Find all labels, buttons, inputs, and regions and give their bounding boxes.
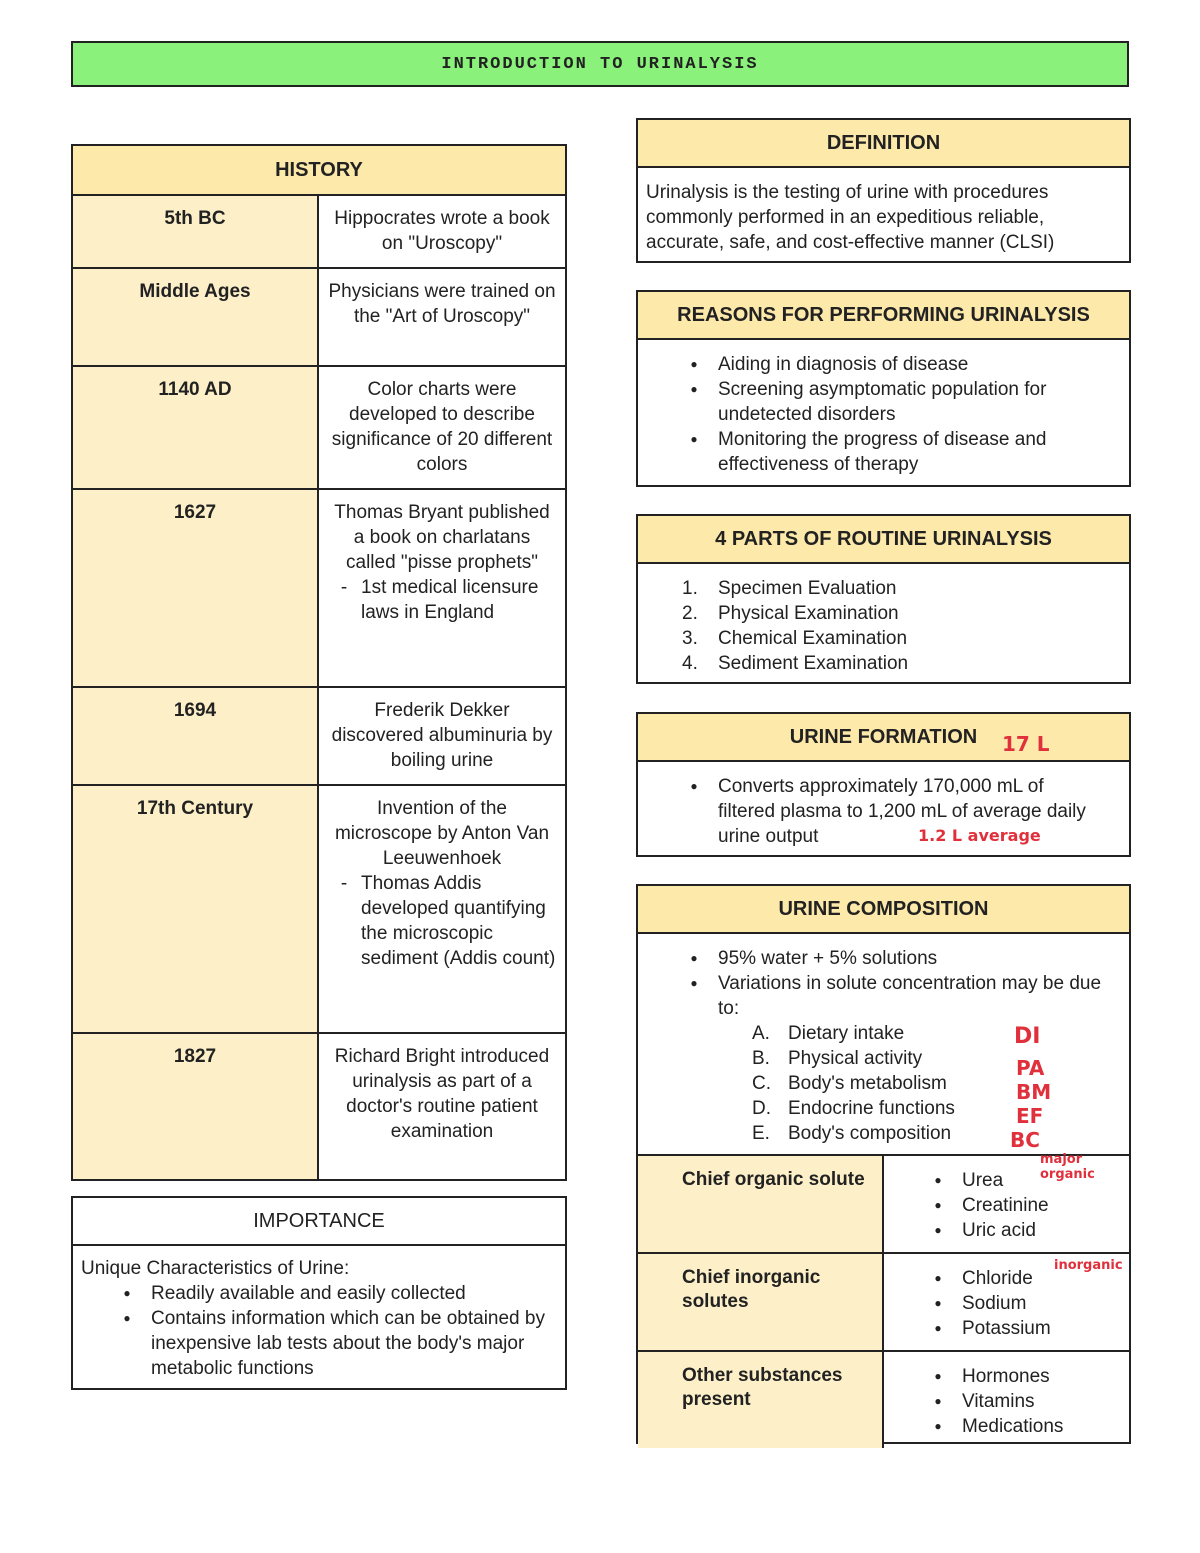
handwritten-note: inorganic: [1054, 1258, 1123, 1273]
composition-heading: URINE COMPOSITION: [638, 886, 1129, 934]
history-desc: Hippocrates wrote a book on "Uroscopy": [334, 208, 550, 254]
list-item: A. Dietary intake: [752, 1023, 905, 1044]
definition-text: Urinalysis is the testing of urine with procedures commonly performed in an expeditious reliable, accurate, safe, and cost-effective manner (CLSI): [646, 182, 1055, 253]
list-item: 3. Chemical Examination: [682, 628, 908, 649]
table-row: [73, 1034, 565, 1179]
list-item: ● 95% water + 5% solutions: [718, 946, 1119, 971]
history-era: 1627: [73, 490, 319, 686]
history-desc: Physicians were trained on the "Art of Uroscopy": [328, 281, 556, 327]
importance-box: [71, 1196, 567, 1390]
list-item: D. Endocrine functions: [752, 1098, 955, 1119]
table-row: [73, 688, 565, 786]
table-row: [73, 196, 565, 269]
list-item: 1. Specimen Evaluation: [682, 578, 897, 599]
list-item: ● Hormones: [962, 1364, 1119, 1389]
history-subpoint-text: 1st medical licensure laws in England: [361, 577, 539, 623]
parts-heading: 4 PARTS OF ROUTINE URINALYSIS: [638, 516, 1129, 564]
table-row: [73, 269, 565, 367]
history-desc-cell: [319, 490, 565, 686]
list-item: ● Medications: [962, 1414, 1119, 1439]
history-era: 1694: [73, 688, 319, 784]
history-desc-cell: [319, 786, 565, 1032]
list-item: ● Contains information which can be obtained by inexpensive lab tests about the body's major metabolic functions: [151, 1306, 557, 1381]
list-item: ● Monitoring the progress of disease and effectiveness of therapy: [718, 427, 1119, 477]
list-item: ● Creatinine: [962, 1193, 1119, 1218]
reasons-box: [636, 290, 1131, 487]
table-row: [73, 490, 565, 688]
history-desc: Color charts were developed to describe significance of 20 different colors: [331, 379, 553, 475]
importance-body: [73, 1246, 565, 1391]
page-title: INTRODUCTION TO URINALYSIS: [71, 41, 1129, 87]
list-item: ● Potassium: [962, 1316, 1119, 1341]
composition-label: Chief inorganic solutes: [638, 1254, 884, 1350]
formation-box: [636, 712, 1131, 857]
list-item: ● Readily available and easily collected: [151, 1281, 557, 1306]
handwritten-note: BC: [1010, 1128, 1040, 1152]
importance-intro: Unique Characteristics of Urine:: [81, 1258, 350, 1279]
history-heading: HISTORY: [73, 146, 565, 196]
history-desc: Richard Bright introduced urinalysis as part of a doctor's routine patient examination: [334, 1046, 550, 1142]
history-era: 1827: [73, 1034, 319, 1179]
list-item: E. Body's composition: [752, 1123, 952, 1144]
definition-heading: DEFINITION: [638, 120, 1129, 168]
list-item: ● Variations in solute concentration may be due to:: [718, 971, 1119, 1021]
reasons-heading: REASONS FOR PERFORMING URINALYSIS: [638, 292, 1129, 340]
list-item: ● Converts approximately 170,000 mL of filtered plasma to 1,200 mL of average daily urine output: [718, 774, 1089, 849]
list-item: 2. Physical Examination: [682, 603, 899, 624]
importance-heading: IMPORTANCE: [73, 1198, 565, 1246]
reasons-body: [638, 340, 1129, 487]
handwritten-note: DI: [1014, 1024, 1041, 1049]
composition-label: Other substances present: [638, 1352, 884, 1448]
handwritten-note: 17 L: [1002, 732, 1050, 756]
history-subpoint-text: Thomas Addis developed quantifying the microscopic sediment (Addis count): [361, 873, 556, 969]
history-era: 1140 AD: [73, 367, 319, 488]
handwritten-note: major organic: [1040, 1152, 1095, 1182]
list-item: 4. Sediment Examination: [682, 653, 909, 674]
list-item: ● Screening asymptomatic population for undetected disorders: [718, 377, 1119, 427]
formation-heading: URINE FORMATION: [638, 714, 1129, 762]
composition-values: [884, 1352, 1129, 1448]
list-item: B. Physical activity: [752, 1048, 923, 1069]
history-subpoint: - Thomas Addis developed quantifying the microscopic sediment (Addis count): [340, 873, 556, 969]
table-row: [73, 367, 565, 490]
composition-body: [638, 934, 1129, 1154]
handwritten-note: BM: [1016, 1080, 1052, 1104]
handwritten-note: PA: [1016, 1056, 1045, 1080]
formation-body: [638, 762, 1129, 859]
parts-body: [638, 564, 1129, 686]
parts-box: [636, 514, 1131, 684]
list-item: ● Sodium: [962, 1291, 1119, 1316]
history-desc: Frederik Dekker discovered albuminuria by boiling urine: [331, 700, 553, 771]
handwritten-note: EF: [1016, 1104, 1044, 1128]
table-row: [638, 1350, 1129, 1448]
list-item: ● Urea: [962, 1168, 1119, 1193]
history-subpoint: - 1st medical licensure laws in England: [327, 575, 557, 625]
history-desc: Thomas Bryant published a book on charlatans called "pisse prophets": [334, 502, 550, 573]
composition-label: Chief organic solute: [638, 1156, 884, 1252]
table-row: [73, 786, 565, 1034]
history-table: [71, 144, 567, 1181]
history-desc: Invention of the microscope by Anton Van Leeuwenhoek: [334, 798, 550, 869]
list-item: C. Body's metabolism: [752, 1073, 947, 1094]
list-item: ● Uric acid: [962, 1218, 1119, 1243]
history-era: 5th BC: [73, 196, 319, 267]
definition-box: [636, 118, 1131, 263]
history-era: 17th Century: [73, 786, 319, 1032]
handwritten-note: 1.2 L average: [918, 826, 1041, 845]
list-item: ● Chloride: [962, 1266, 1119, 1291]
list-item: ● Aiding in diagnosis of disease: [718, 352, 1119, 377]
history-era: Middle Ages: [73, 269, 319, 365]
list-item: ● Vitamins: [962, 1389, 1119, 1414]
